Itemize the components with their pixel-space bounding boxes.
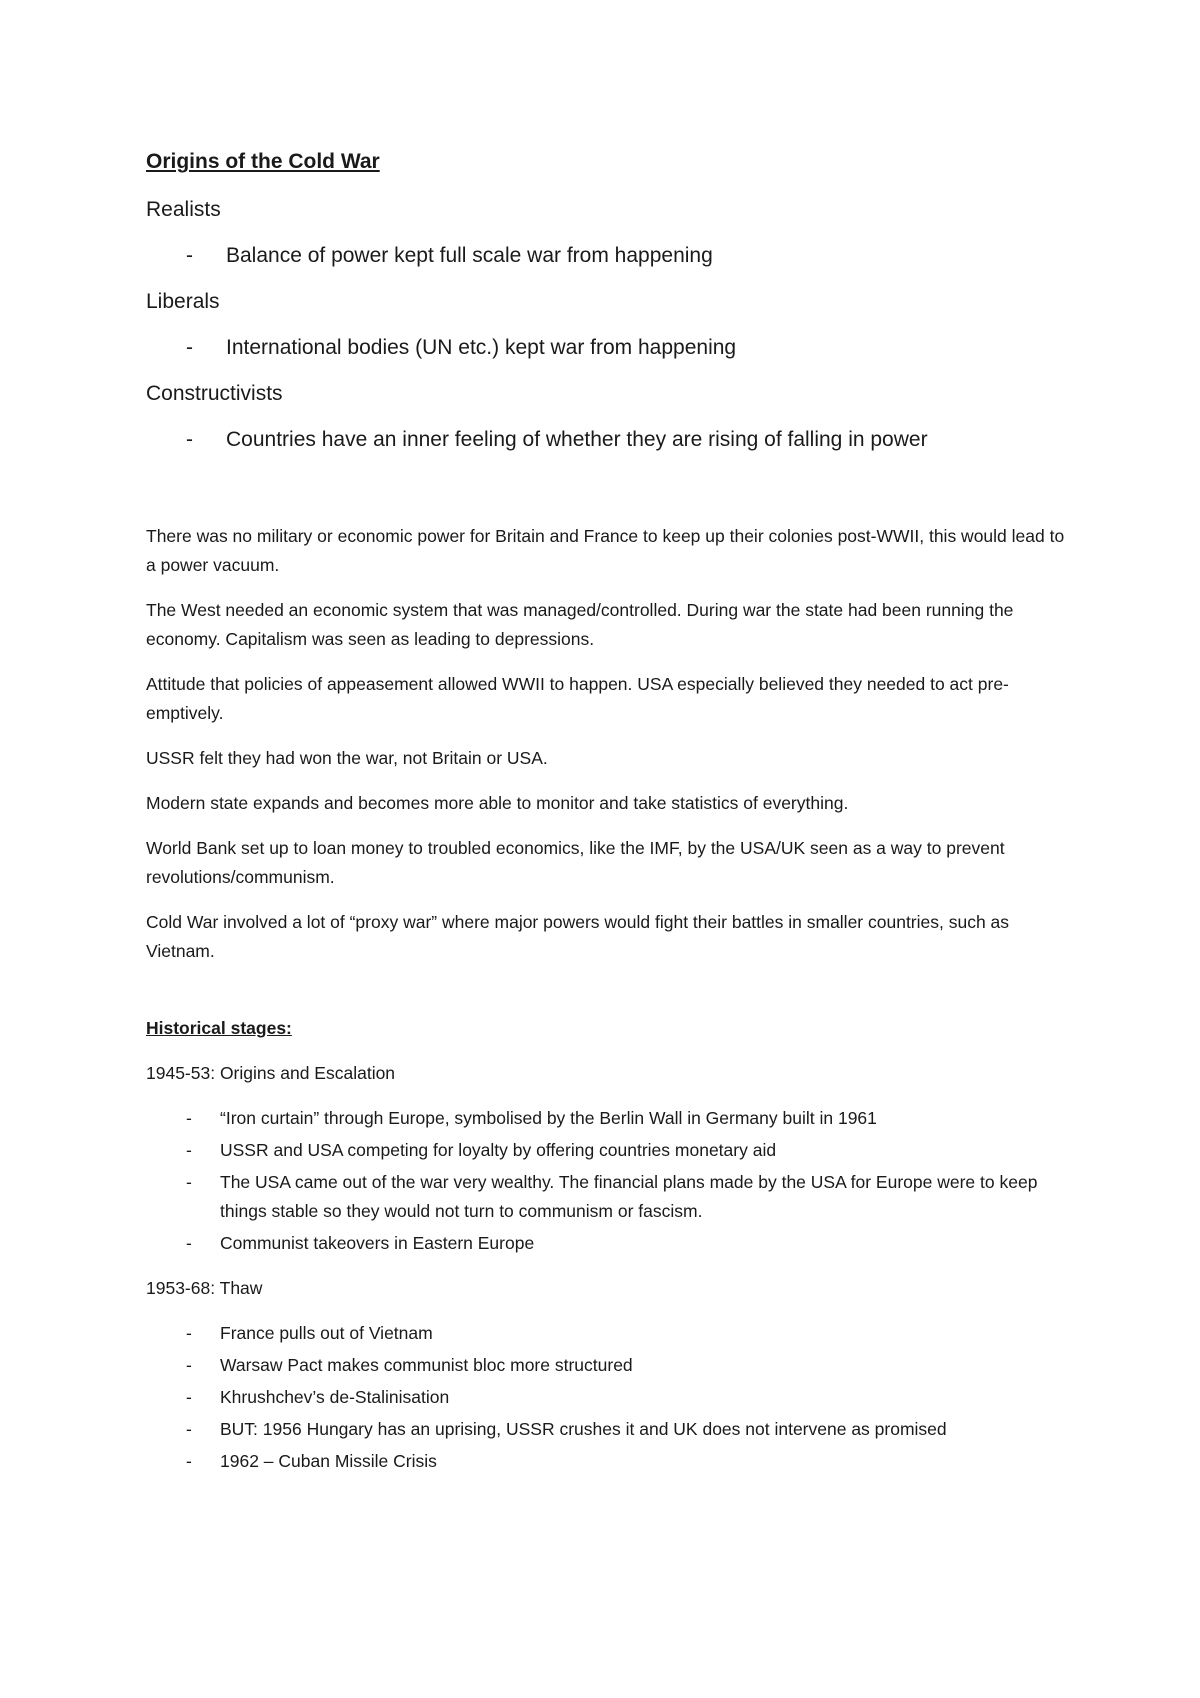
stage-list [146,1104,1076,1258]
dash-bullet: - [186,1172,192,1192]
list-item-text: “Iron curtain” through Europe, symbolised by the Berlin Wall in Germany built in 1961 [220,1108,877,1128]
theory-liberals [146,290,1076,360]
list-item [146,1104,1076,1133]
stage-title: 1953-68: Thaw [146,1278,263,1298]
paragraph: World Bank set up to loan money to troubled economics, like the IMF, by the USA/UK seen as a way to prevent revolutions/communism. [146,838,1005,887]
paragraph: The West needed an economic system that was managed/controlled. During war the state had been running the economy. Capitalism was seen as leading to depressions. [146,600,1014,649]
dash-bullet: - [186,244,193,267]
paragraph: Cold War involved a lot of “proxy war” where major powers would fight their battles in smaller countries, such as Vietnam. [146,912,1010,961]
stage-list [146,1319,1076,1476]
dash-bullet: - [186,1451,192,1471]
theory-heading: Constructivists [146,382,283,405]
theory-heading: Liberals [146,290,220,313]
spacer [146,474,1076,522]
theory-heading: Realists [146,198,221,221]
list-item [146,1351,1076,1380]
paragraph: Modern state expands and becomes more able to monitor and take statistics of everything. [146,793,849,813]
list-item [146,1229,1076,1258]
list-item [146,1415,1076,1444]
list-item-text: BUT: 1956 Hungary has an uprising, USSR crushes it and UK does not intervene as promised [220,1419,947,1439]
dash-bullet: - [186,1387,192,1407]
dash-bullet: - [186,1355,192,1375]
list-item-text: 1962 – Cuban Missile Crisis [220,1451,437,1471]
document-body [146,150,1076,1492]
list-item-text: France pulls out of Vietnam [220,1323,433,1343]
paragraph: Attitude that policies of appeasement allowed WWII to happen. USA especially believed they needed to act pre-emptively. [146,674,1009,723]
document-title: Origins of the Cold War [146,150,380,173]
dash-bullet: - [186,428,193,451]
stage-title: 1945-53: Origins and Escalation [146,1063,396,1083]
list-item-text: Khrushchev’s de-Stalinisation [220,1387,450,1407]
theory-point-text: Countries have an inner feeling of whether they are rising of falling in power [226,428,928,451]
theory-point-text: Balance of power kept full scale war from happening [226,244,713,267]
dash-bullet: - [186,1233,192,1253]
list-item [146,1168,1076,1226]
dash-bullet: - [186,1108,192,1128]
list-item [146,1136,1076,1165]
section-heading: Historical stages: [146,1018,292,1038]
list-item [146,1383,1076,1412]
stage-1953-68 [146,1274,1076,1476]
paragraph: There was no military or economic power for Britain and France to keep up their colonies post-WWII, this would lead to a power vacuum. [146,526,1065,575]
stage-1945-53 [146,1059,1076,1258]
theory-point [146,336,1076,360]
theory-constructivists [146,382,1076,452]
list-item-text: The USA came out of the war very wealthy. The financial plans made by the USA for Europe were to keep things stable so they would not turn to communism or fascism. [220,1172,1038,1221]
dash-bullet: - [186,1140,192,1160]
dash-bullet: - [186,336,193,359]
dash-bullet: - [186,1323,192,1343]
theory-point [146,244,1076,268]
list-item-text: Warsaw Pact makes communist bloc more structured [220,1355,633,1375]
theory-point [146,428,1076,452]
dash-bullet: - [186,1419,192,1439]
list-item [146,1447,1076,1476]
list-item-text: Communist takeovers in Eastern Europe [220,1233,535,1253]
list-item-text: USSR and USA competing for loyalty by offering countries monetary aid [220,1140,777,1160]
theory-point-text: International bodies (UN etc.) kept war from happening [226,336,737,359]
theory-realists [146,198,1076,268]
list-item [146,1319,1076,1348]
paragraph: USSR felt they had won the war, not Britain or USA. [146,748,548,768]
